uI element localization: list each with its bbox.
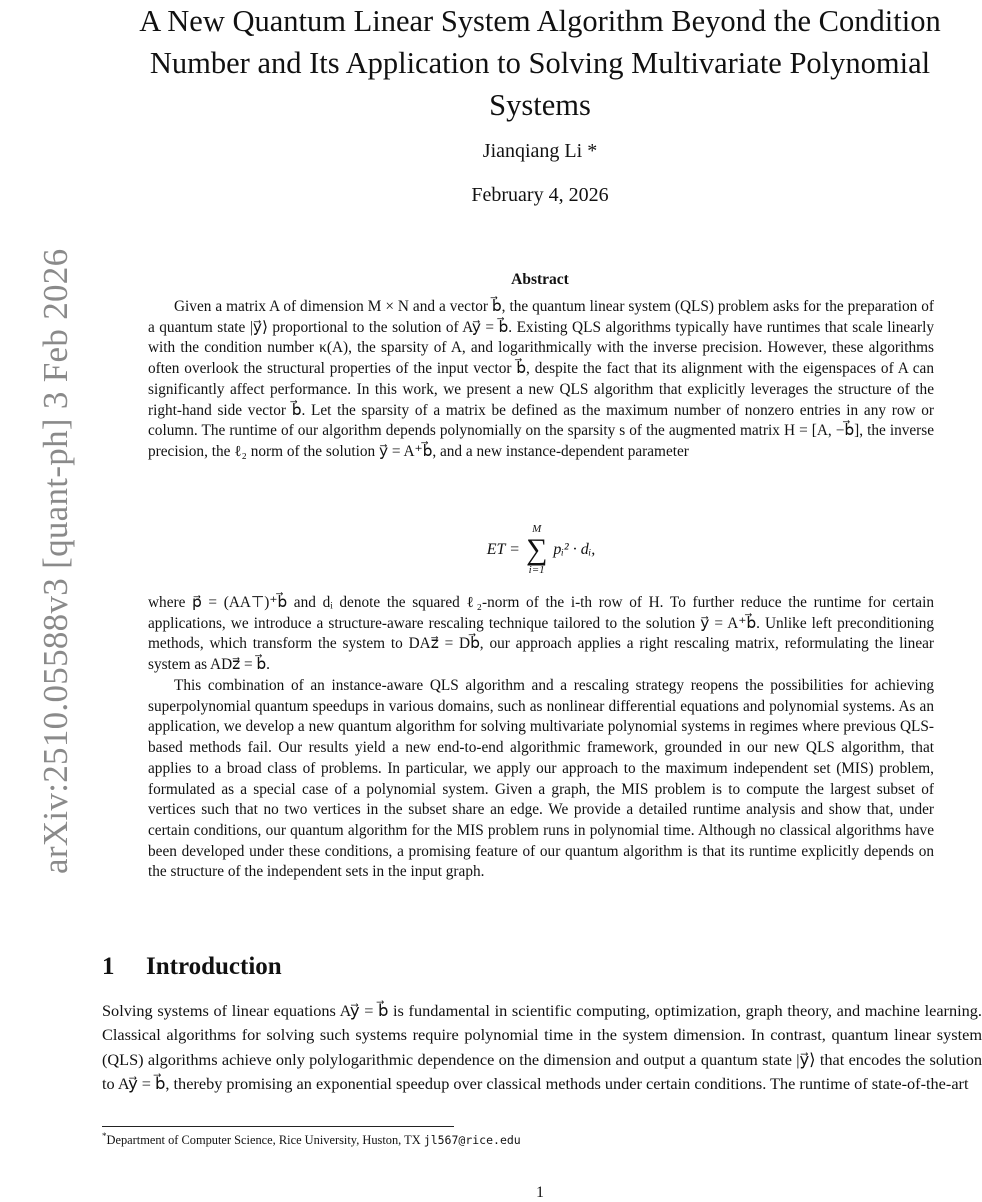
section-heading bbox=[102, 953, 282, 981]
introduction-paragraph: Solving systems of linear equations Ay⃗ = b⃗ is fundamental in scientific computing, optimization, graph theory, and machine learning. Classical algorithms for solving such systems require polynomial time in the system dimension. In contrast, quantum linear system (QLS) algorithms achieve only polylogarithmic dependence on the dimension and output a quantum state |y⃗⟩ that encodes the solution to Ay⃗ = b⃗, thereby promising an exponential speedup over classical methods under certain conditions. The runtime of state-of-the-art bbox=[102, 1001, 982, 1093]
summation-upper-limit: M bbox=[532, 523, 542, 535]
paper-title: A New Quantum Linear System Algorithm Beyond the Condition Number and Its Application to Solving Multivariate Polynomial Systems bbox=[139, 4, 941, 122]
abstract-paragraph-3: This combination of an instance-aware QLS algorithm and a rescaling strategy reopens the possibilities for achieving superpolynomial quantum speedups in various domains, such as nonlinear differential equations and polynomial systems. As an application, we develop a new quantum algorithm for solving multivariate polynomial systems in regimes where previous QLS-based methods fail. Our results yield a new end-to-end algorithmic framework, grounded in our new QLS algorithm, that applies to a broad class of problems. In particular, we apply our approach to the maximum independent set (MIS) problem, formulated as a special case of a polynomial system. Given a graph, the MIS problem is to compute the largest subset of vertices such that no two vertices in the subset share an edge. We provide a detailed runtime analysis and show that, under certain conditions, our quantum algorithm for the MIS problem runs in polynomial time. Although no classical algorithms have been developed under these conditions, a promising feature of our quantum algorithm is that its runtime explicitly depends on the structure of the independent sets in the input graph. bbox=[148, 677, 934, 881]
abstract-paragraph-1: Given a matrix A of dimension M × N and a vector b⃗, the quantum linear system (QLS) problem asks for the preparation of a quantum state |y⃗⟩ proportional to the solution of Ay⃗ = b⃗. Existing QLS algorithms typically have runtimes that scale linearly with the condition number κ(A), the sparsity of A, and logarithmically with the inverse precision. However, these algorithms often overlook the structural properties of the input vector b⃗, despite the fact that its alignment with the eigenspaces of A can significantly affect performance. In this work, we present a new QLS algorithm that explicitly leverages the structure of the right-hand side vector b⃗. Let the sparsity of a matrix be defined as the maximum number of nonzero entries in any row or column. The runtime of our algorithm depends polynomially on the sparsity s of the augmented matrix H = [A, −b⃗], the inverse precision, the ℓ₂ norm of the solution y⃗ = A⁺b⃗, and a new instance-dependent parameter bbox=[148, 298, 934, 460]
author-email[interactable]: jl567@rice.edu bbox=[423, 1133, 521, 1148]
section-title: Introduction bbox=[146, 953, 282, 980]
page-number: 1 bbox=[536, 1184, 544, 1201]
summation bbox=[526, 524, 547, 576]
equation-lhs: ET = bbox=[486, 541, 520, 558]
summation-lower-limit: i=1 bbox=[528, 564, 545, 576]
footnote bbox=[102, 1131, 982, 1148]
summation-sign: ∑ bbox=[525, 533, 548, 566]
footnote-mark: * bbox=[102, 1131, 107, 1141]
equation-rhs: pᵢ² · dᵢ, bbox=[553, 541, 596, 558]
display-equation bbox=[148, 520, 934, 580]
section-number: 1 bbox=[102, 953, 115, 980]
footnote-affiliation: Department of Computer Science, Rice University, Huston, TX bbox=[106, 1133, 424, 1148]
arxiv-side-stamp bbox=[0, 190, 75, 880]
abstract-paragraph-2: where p⃗ = (AA⊤)⁺b⃗ and dᵢ denote the squared ℓ₂-norm of the i-th row of H. To further reduce the runtime for certain applications, we introduce a structure-aware rescaling technique tailored to the solution y⃗ = A⁺b⃗. Unlike left preconditioning methods, which transform the system to DAz⃗ = Db⃗, our approach applies a right rescaling matrix, reformulating the linear system as ADz⃗ = b⃗. bbox=[148, 594, 934, 674]
arxiv-identifier: arXiv:2510.05588v3 [quant-ph] 3 Feb 2026 bbox=[36, 248, 75, 874]
publication-date: February 4, 2026 bbox=[471, 184, 609, 206]
footnote-rule bbox=[102, 1126, 454, 1127]
abstract-heading: Abstract bbox=[511, 271, 569, 288]
author-name: Jianqiang Li * bbox=[482, 140, 598, 162]
